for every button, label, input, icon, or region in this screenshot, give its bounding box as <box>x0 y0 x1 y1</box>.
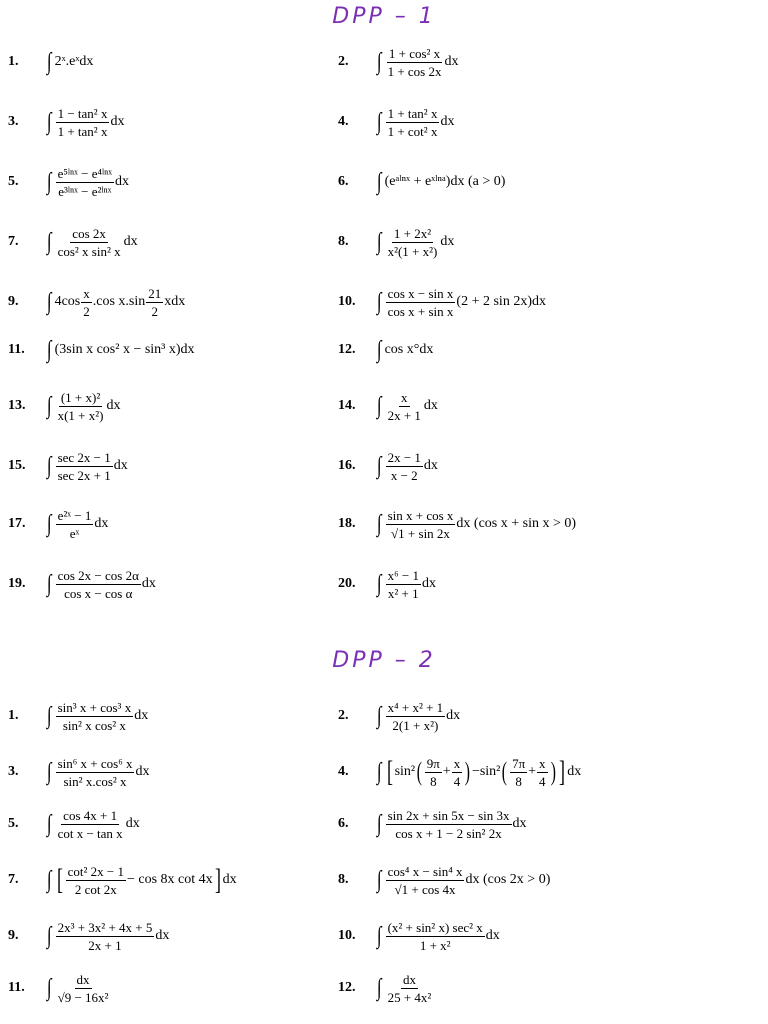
numerator: e⁵ˡⁿˣ − e⁴ˡⁿˣ <box>57 165 113 181</box>
dpp1-row <box>0 34 768 90</box>
dpp1-problem-11 <box>8 322 328 378</box>
denominator: 8 <box>515 773 522 789</box>
integral-sign: ∫ <box>46 289 52 315</box>
numerator: 1 + tan² x <box>387 105 438 121</box>
dpp1-title: DPP – 1 <box>332 4 436 29</box>
problem-number: 20. <box>338 576 356 591</box>
problem-number: 12. <box>338 980 356 995</box>
dpp1-row <box>0 496 768 552</box>
fraction <box>386 390 423 423</box>
integrand: (3sin x cos² x − sin³ x)dx <box>54 342 195 357</box>
numerator: sin 2x + sin 5x − sin 3x <box>387 807 510 823</box>
fraction <box>81 286 92 319</box>
plus-sign: + <box>528 764 537 779</box>
dpp1-problem-15 <box>8 438 328 494</box>
fraction <box>386 226 440 259</box>
problem-number: 8. <box>338 234 349 249</box>
integrand-tail: xdx <box>164 294 186 309</box>
dpp2-problem-5 <box>8 796 328 852</box>
numerator: sec 2x − 1 <box>57 449 111 465</box>
integral-sign: ∫ <box>376 571 382 597</box>
integral-sign: ∫ <box>376 109 382 135</box>
denominator: √1 + cos 4x <box>394 881 456 897</box>
denominator: 8 <box>430 773 437 789</box>
integrand-tail: dx <box>440 114 455 129</box>
numerator: sin³ x + cos³ x <box>57 699 132 715</box>
dpp2-row <box>0 744 768 800</box>
denominator: cot x − tan x <box>57 825 123 841</box>
denominator: 1 + x² <box>419 937 451 953</box>
numerator: x <box>401 389 408 405</box>
integral-sign: ∫ <box>46 229 52 255</box>
fraction <box>56 972 111 1005</box>
problem-number: 18. <box>338 516 356 531</box>
integral-sign: ∫ <box>46 571 52 597</box>
integral-sign: ∫ <box>376 975 382 1001</box>
fraction <box>146 286 163 319</box>
denominator: 2 cot 2x <box>74 881 117 897</box>
denominator: cos x − cos α <box>64 585 133 601</box>
dpp1-problem-3 <box>8 94 328 150</box>
problem-number: 1. <box>8 708 19 723</box>
fraction <box>510 756 527 789</box>
integrand-tail: dx <box>94 516 109 531</box>
integral-sign: ∫ <box>376 337 382 363</box>
dpp1-problem-8 <box>338 214 758 270</box>
dpp2-problem-2 <box>338 688 758 744</box>
integral-sign: ∫ <box>46 49 52 75</box>
integrand: 2ˣ.eˣdx <box>54 54 94 69</box>
dpp1-problem-5 <box>8 154 328 210</box>
fraction <box>56 226 123 259</box>
fraction <box>56 390 106 423</box>
dpp2-problem-7 <box>8 852 328 908</box>
integrand-tail: dx <box>134 708 149 723</box>
right-paren: ) <box>550 757 556 786</box>
integrand-tail: dx <box>440 234 455 249</box>
integral-sign: ∫ <box>46 393 52 419</box>
integrand-part: .cos x.sin <box>92 294 146 309</box>
denominator: 2x + 1 <box>88 937 122 953</box>
left-paren: ( <box>502 757 508 786</box>
fraction <box>386 568 421 601</box>
numerator: cos 2x − cos 2α <box>57 567 139 583</box>
dpp2-row <box>0 796 768 852</box>
fraction <box>56 568 141 601</box>
denominator: 1 + cot² x <box>387 123 438 139</box>
problem-number: 12. <box>338 342 356 357</box>
fraction <box>386 46 444 79</box>
fraction <box>386 920 485 953</box>
left-bracket: [ <box>56 863 63 896</box>
integral-sign: ∫ <box>376 867 382 893</box>
dpp1-problem-7 <box>8 214 328 270</box>
dpp2-problem-10 <box>338 908 758 964</box>
problem-number: 4. <box>338 764 349 779</box>
numerator: cot² 2x − 1 <box>67 863 124 879</box>
problem-number: 6. <box>338 174 349 189</box>
problem-number: 11. <box>8 342 25 357</box>
problem-number: 13. <box>8 398 26 413</box>
integrand-tail: dx <box>567 764 582 779</box>
dpp1-row <box>0 94 768 150</box>
dpp1-problem-20 <box>338 556 758 612</box>
integrand-tail: dx <box>125 816 140 831</box>
problem-number: 11. <box>8 980 25 995</box>
integrand-part: − cos 8x cot 4x <box>126 872 213 887</box>
dpp1-problem-1 <box>8 34 328 90</box>
integrand-tail: dx <box>446 708 461 723</box>
integral-sign: ∫ <box>46 975 52 1001</box>
problem-number: 9. <box>8 294 19 309</box>
problem-number: 15. <box>8 458 26 473</box>
integral-sign: ∫ <box>376 811 382 837</box>
denominator: e³ˡⁿˣ − e²ˡⁿˣ <box>58 183 112 199</box>
integrand-tail: dx (cos x + sin x > 0) <box>456 516 577 531</box>
problem-number: 5. <box>8 174 19 189</box>
fraction <box>386 972 434 1005</box>
numerator: dx <box>402 971 416 987</box>
dpp1-problem-4 <box>338 94 758 150</box>
left-bracket: [ <box>386 755 393 788</box>
fraction <box>56 166 114 199</box>
integral-sign: ∫ <box>376 169 382 195</box>
fraction <box>56 920 155 953</box>
denominator: 4 <box>539 773 546 789</box>
integrand-tail: dx <box>512 816 527 831</box>
plus-sign: + <box>442 764 451 779</box>
fraction <box>386 700 446 733</box>
denominator: x − 2 <box>390 467 418 483</box>
numerator: sin x + cos x <box>387 507 454 523</box>
dpp2-row <box>0 852 768 908</box>
problem-number: 4. <box>338 114 349 129</box>
integrand-tail: dx <box>485 928 500 943</box>
dpp1-problem-16 <box>338 438 758 494</box>
dpp2-problem-11 <box>8 960 328 1016</box>
numerator: cos x − sin x <box>387 285 454 301</box>
denominator: 4 <box>453 773 461 789</box>
integrand: (eᵃˡⁿˣ + eˣˡⁿᵃ)dx (a > 0) <box>384 174 506 189</box>
integral-sign: ∫ <box>46 453 52 479</box>
dpp1-row <box>0 556 768 612</box>
numerator: cos 2x <box>72 225 106 241</box>
numerator: 7π <box>512 755 526 771</box>
fraction <box>537 756 548 789</box>
integral-sign: ∫ <box>46 511 52 537</box>
problem-number: 1. <box>8 54 19 69</box>
integrand-tail: dx <box>423 398 438 413</box>
denominator: x² + 1 <box>387 585 419 601</box>
dpp2-problem-9 <box>8 908 328 964</box>
problem-number: 17. <box>8 516 26 531</box>
integral-sign: ∫ <box>376 759 382 785</box>
denominator: cos x + sin x <box>387 303 454 319</box>
numerator: (x² + sin² x) sec² x <box>387 919 483 935</box>
numerator: 1 − tan² x <box>57 105 108 121</box>
integral-sign: ∫ <box>376 393 382 419</box>
integral-sign: ∫ <box>376 49 382 75</box>
integral-sign: ∫ <box>376 511 382 537</box>
denominator: x²(1 + x²) <box>387 243 438 259</box>
integrand-tail: dx <box>444 54 459 69</box>
integrand-tail: dx <box>106 398 121 413</box>
fraction <box>56 756 135 789</box>
integrand-tail: dx <box>110 114 125 129</box>
denominator: 1 + tan² x <box>57 123 108 139</box>
integral-sign: ∫ <box>46 337 52 363</box>
integrand-tail: dx <box>423 458 438 473</box>
dpp1-row <box>0 378 768 434</box>
problem-number: 10. <box>338 294 356 309</box>
fraction <box>56 700 134 733</box>
dpp2-problem-1 <box>8 688 328 744</box>
dpp1-row <box>0 214 768 270</box>
numerator: dx <box>76 971 90 987</box>
denominator: √1 + sin 2x <box>391 525 450 541</box>
integrand: cos x°dx <box>384 342 434 357</box>
problem-number: 7. <box>8 234 19 249</box>
fraction <box>56 808 125 841</box>
fraction <box>386 508 456 541</box>
integral-sign: ∫ <box>376 923 382 949</box>
integral-sign: ∫ <box>376 453 382 479</box>
dpp1-problem-6 <box>338 154 758 210</box>
dpp2-problem-3 <box>8 744 328 800</box>
fraction <box>386 106 440 139</box>
problem-number: 3. <box>8 114 19 129</box>
numerator: cos 4x + 1 <box>63 807 118 823</box>
problem-number: 5. <box>8 816 19 831</box>
numerator: 2x − 1 <box>387 449 421 465</box>
dpp1-problem-2 <box>338 34 758 90</box>
integrand-tail: dx <box>421 576 436 591</box>
integrand-tail: dx <box>141 576 156 591</box>
dpp1-problem-12 <box>338 322 758 378</box>
fraction <box>56 508 94 541</box>
dpp2-problem-8 <box>338 852 758 908</box>
denominator: cos² x sin² x <box>57 243 121 259</box>
integral-sign: ∫ <box>376 703 382 729</box>
integral-sign: ∫ <box>46 109 52 135</box>
dpp2-row <box>0 960 768 1016</box>
problem-number: 8. <box>338 872 349 887</box>
problem-number: 16. <box>338 458 356 473</box>
integrand-tail: dx <box>113 458 128 473</box>
integrand-tail: dx <box>115 174 130 189</box>
integral-sign: ∫ <box>46 169 52 195</box>
numerator: 1 + cos² x <box>388 45 441 61</box>
numerator: 2x³ + 3x² + 4x + 5 <box>57 919 153 935</box>
denominator: eˣ <box>69 525 80 541</box>
dpp2-row <box>0 688 768 744</box>
dpp1-row <box>0 438 768 494</box>
integrand-part: sin² <box>394 764 416 779</box>
fraction <box>452 756 463 789</box>
left-paren: ( <box>416 757 423 786</box>
fraction <box>425 756 442 789</box>
denominator: 2 <box>83 303 90 319</box>
fraction <box>56 106 110 139</box>
denominator: 1 + cos 2x <box>387 63 442 79</box>
numerator: 1 + 2x² <box>393 225 432 241</box>
problem-number: 9. <box>8 928 19 943</box>
problem-number: 6. <box>338 816 349 831</box>
numerator: 21 <box>148 285 162 301</box>
dpp1-row <box>0 154 768 210</box>
fraction <box>66 864 126 897</box>
dpp1-problem-19 <box>8 556 328 612</box>
problem-number: 2. <box>338 708 349 723</box>
dpp2-row <box>0 908 768 964</box>
integral-sign: ∫ <box>46 759 52 785</box>
denominator: sin² x.cos² x <box>63 773 127 789</box>
problem-number: 14. <box>338 398 356 413</box>
right-paren: ) <box>465 757 471 786</box>
dpp1-problem-17 <box>8 496 328 552</box>
integrand-part: 4cos <box>54 294 81 309</box>
integrand-tail: dx <box>123 234 138 249</box>
right-bracket: ] <box>214 863 221 896</box>
numerator: x <box>453 755 461 771</box>
numerator: sin⁶ x + cos⁶ x <box>57 755 133 771</box>
fraction <box>386 286 456 319</box>
fraction <box>386 450 423 483</box>
dpp2-problem-6 <box>338 796 758 852</box>
integrand-tail: dx <box>222 872 237 887</box>
dpp1-row <box>0 322 768 378</box>
denominator: √9 − 16x² <box>57 989 109 1005</box>
integrand-part: −sin² <box>471 764 501 779</box>
numerator: x <box>539 755 546 771</box>
denominator: 2(1 + x²) <box>392 717 439 733</box>
fraction <box>386 864 465 897</box>
integral-sign: ∫ <box>376 289 382 315</box>
numerator: 9π <box>426 755 440 771</box>
fraction <box>386 808 512 841</box>
denominator: 2x + 1 <box>387 407 421 423</box>
dpp1-problem-13 <box>8 378 328 434</box>
denominator: sin² x cos² x <box>62 717 126 733</box>
denominator: x(1 + x²) <box>57 407 104 423</box>
right-bracket: ] <box>559 755 566 788</box>
denominator: sec 2x + 1 <box>57 467 111 483</box>
problem-number: 3. <box>8 764 19 779</box>
integral-sign: ∫ <box>46 923 52 949</box>
integrand-tail: dx <box>135 764 150 779</box>
integral-sign: ∫ <box>376 229 382 255</box>
numerator: x⁴ + x² + 1 <box>387 699 444 715</box>
numerator: cos⁴ x − sin⁴ x <box>387 863 463 879</box>
integrand-tail: (2 + 2 sin 2x)dx <box>456 294 546 309</box>
denominator: 25 + 4x² <box>387 989 432 1005</box>
numerator: e²ˣ − 1 <box>57 507 92 523</box>
dpp2-problem-4 <box>338 744 758 800</box>
integrand-tail: dx (cos 2x > 0) <box>465 872 551 887</box>
integral-sign: ∫ <box>46 867 52 893</box>
denominator: cos x + 1 − 2 sin² 2x <box>395 825 502 841</box>
integral-sign: ∫ <box>46 703 52 729</box>
integral-sign: ∫ <box>46 811 52 837</box>
numerator: (1 + x)² <box>60 389 101 405</box>
dpp2-problem-12 <box>338 960 758 1016</box>
dpp1-problem-14 <box>338 378 758 434</box>
problem-number: 2. <box>338 54 349 69</box>
problem-number: 19. <box>8 576 26 591</box>
problem-number: 7. <box>8 872 19 887</box>
numerator: x⁶ − 1 <box>387 567 419 583</box>
numerator: x <box>83 285 90 301</box>
problem-number: 10. <box>338 928 356 943</box>
dpp1-problem-18 <box>338 496 758 552</box>
fraction <box>56 450 113 483</box>
denominator: 2 <box>151 303 158 319</box>
dpp2-title: DPP – 2 <box>332 648 436 673</box>
integrand-tail: dx <box>155 928 170 943</box>
